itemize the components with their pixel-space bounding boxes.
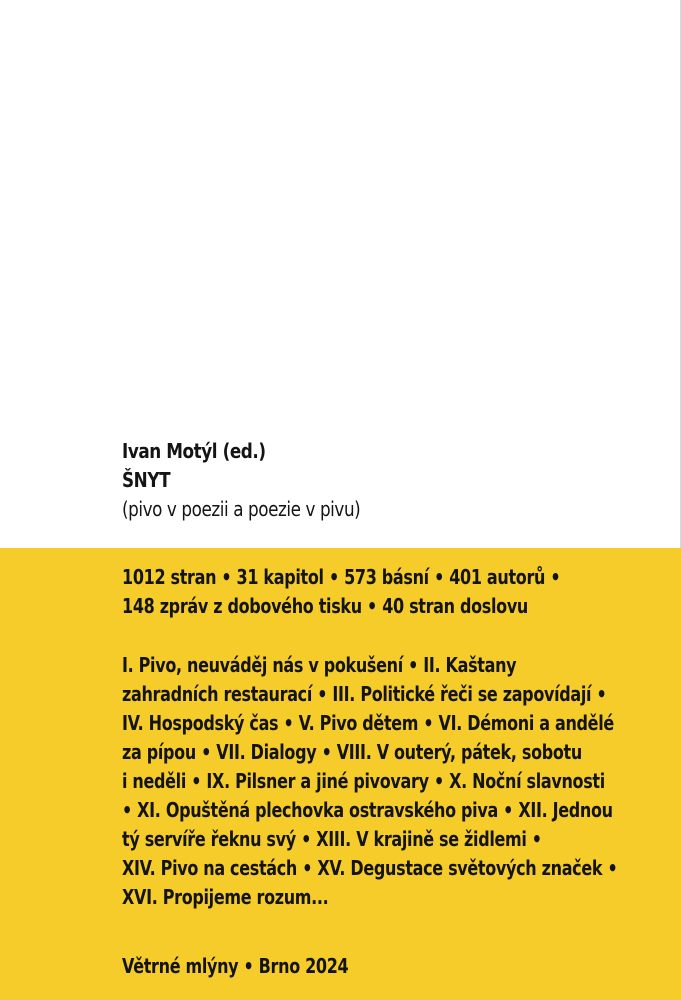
contents-line: I. Pivo, neuváděj nás v pokušení • II. Kaštany [122, 653, 517, 677]
contents-line: za pípou • VII. Dialogy • VIII. V outerý, pátek, sobotu [122, 740, 582, 764]
contents-line: IV. Hospodský čas • V. Pivo dětem • VI. Démoni a andělé [122, 711, 614, 735]
book-title: ŠNYT [122, 468, 171, 492]
contents-line: XVI. Propijeme rozum... [122, 885, 329, 909]
contents-block [122, 651, 681, 912]
contents-line: zahradních restaurací • III. Politické řeči se zapovídají • [122, 682, 607, 706]
contents-line: XIV. Pivo na cestách • XV. Degustace světových značek • [122, 856, 618, 880]
book-subtitle: (pivo v poezii a poezie v pivu) [122, 497, 361, 521]
stats-line: 1012 stran • 31 kapitol • 573 básní • 401 autorů • [122, 565, 561, 589]
publisher-line: Větrné mlýny • Brno 2024 [122, 954, 349, 978]
contents-line: i neděli • IX. Pilsner a jiné pivovary • X. Noční slavnosti [122, 769, 605, 793]
stats-block [122, 563, 681, 621]
contents-line: tý servíře řeknu svý • XIII. V krajině se židlemi • [122, 827, 542, 851]
title-block [122, 437, 642, 524]
stats-line: 148 zpráv z dobového tisku • 40 stran doslovu [122, 594, 529, 618]
publisher-block [122, 952, 681, 981]
author-line: Ivan Motýl (ed.) [122, 439, 266, 463]
contents-line: • XI. Opuštěná plechovka ostravského piva • XII. Jednou [122, 798, 613, 822]
